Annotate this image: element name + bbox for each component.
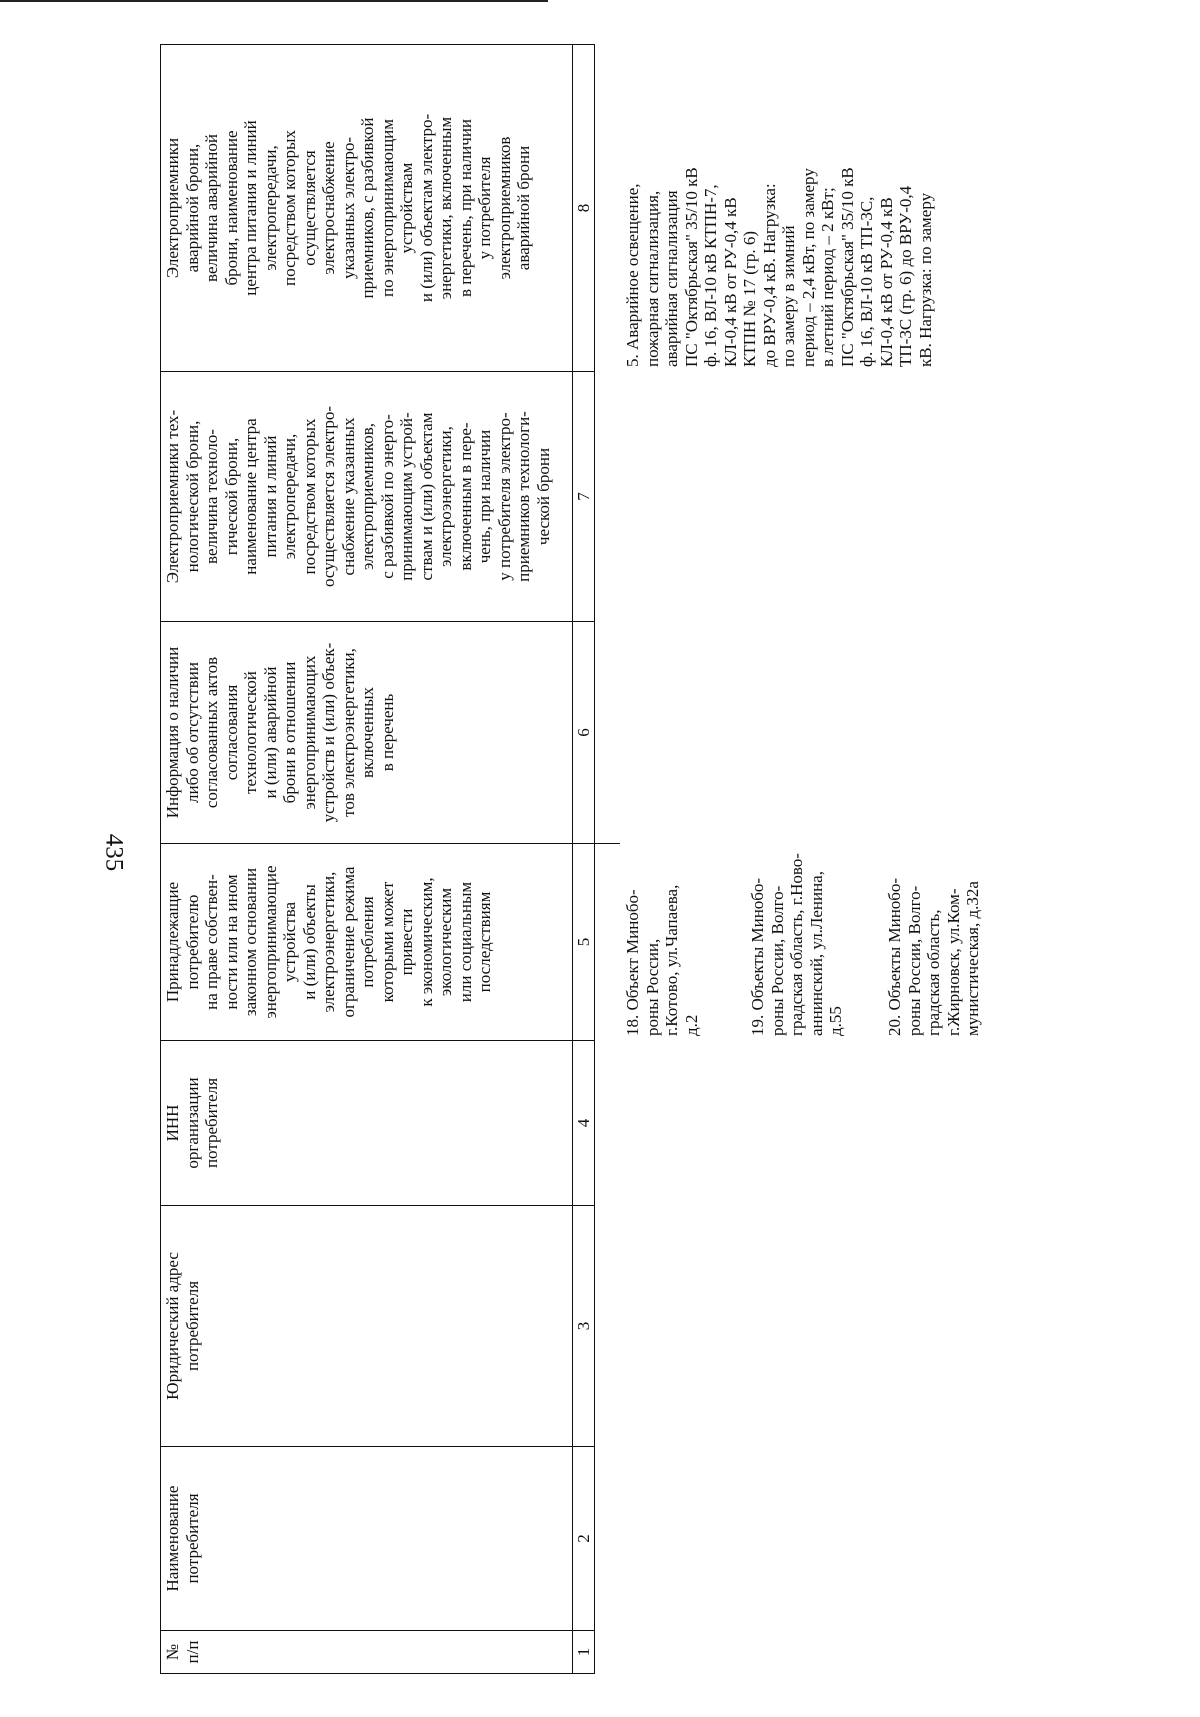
column-number-7: 7 [574, 492, 593, 501]
column-number-4: 4 [574, 1118, 593, 1128]
column-number-6: 6 [574, 728, 593, 737]
column-number-5: 5 [574, 937, 593, 947]
header-number: № п/п [163, 1640, 202, 1664]
list-item: 19. Объекты Минобо- роны России, Волго- градская область, г.Ново- аннинский, ул.Ленина, д.55 [748, 853, 845, 1036]
page-number: 435 [100, 833, 128, 872]
column-number-8: 8 [574, 203, 593, 213]
header-devices: Принадлежащие потребителю на праве собствен- ности или на ином законном основании энергопринимающие устройства и (или) объекты электроэнергетики, ограничение режима потребления которыми может привести к экономическим, экологическим или социальным последствиям [163, 865, 494, 1019]
column-number-3: 3 [574, 1321, 593, 1331]
header-acts-info: Информация о наличии либо об отсутствии согласованных актов согласования технологической и (или) аварийной брони в отношении энергопринимающих устройств и (или) объек- тов электроэнергетики, включенных в перечень [163, 642, 397, 823]
header-inn: ИНН организации потребителя [163, 1077, 221, 1169]
header-legal-address: Юридический адрес потребителя [163, 1252, 202, 1400]
list-item: 5. Аварийное освещение, пожарная сигнализация, аварийная сигнализация ПС "Октябрьская" 35/10 кВ ф. 16, ВЛ-10 кВ КТПН-7, КЛ-0,4 кВ от РУ-0,4 кВ КТПН № 17 (гр. 6) до ВРУ-0,4 кВ. Нагрузка: по замеру в зимний период – 2,4 кВт, по замеру в летний период – 2 кВт; ПС "Октябрьская" 35/10 кВ ф. 16, ВЛ-10 кВ ТП-3С, КЛ-0,4 кВ от РУ-0,4 кВ ТП-3С (гр. 6) до ВРУ-0,4 кВ. Нагрузка: по замеру [623, 167, 935, 367]
column-number-2: 2 [574, 1534, 593, 1543]
header-technological-reserve: Электроприемники тех- нологической брони, величина техноло- гической брони, наименование центра питания и линий электропередачи, посредством которых осуществляется электро- снабжение указанных электроприемников, с разбивкой по энерго- принимающим устрой- ствам и (или) объектам электроэнергетики, включенным в пере- чень, при наличии у потребителя электро- приемников технологи- ческой брони [163, 405, 553, 588]
top-rule [0, 0, 548, 2]
rotated-table-sheet [160, 44, 1040, 1674]
list-item: 20. Объекты Минобо- роны России, Волго- градская область, г.Жирновск, ул.Ком- мунистическая, д.32а [885, 877, 982, 1036]
header-emergency-reserve: Электроприемники аварийной брони, величина аварийной брони, наименование центра питания и линий электропередачи, посредством которых осуществляется электроснабжение указанных электро- приемников, с разбивкой по энергопринимающим устройствам и (или) объектам электро- энергетики, включенным в перечень, при наличии у потребителя электроприемников аварийной брони [163, 113, 533, 303]
header-consumer-name: Наименование потребителя [163, 1485, 202, 1592]
list-item: 18. Объект Минобо- роны России, г.Котово, ул.Чапаева, д.2 [623, 884, 701, 1036]
column-number-1: 1 [574, 1647, 593, 1657]
